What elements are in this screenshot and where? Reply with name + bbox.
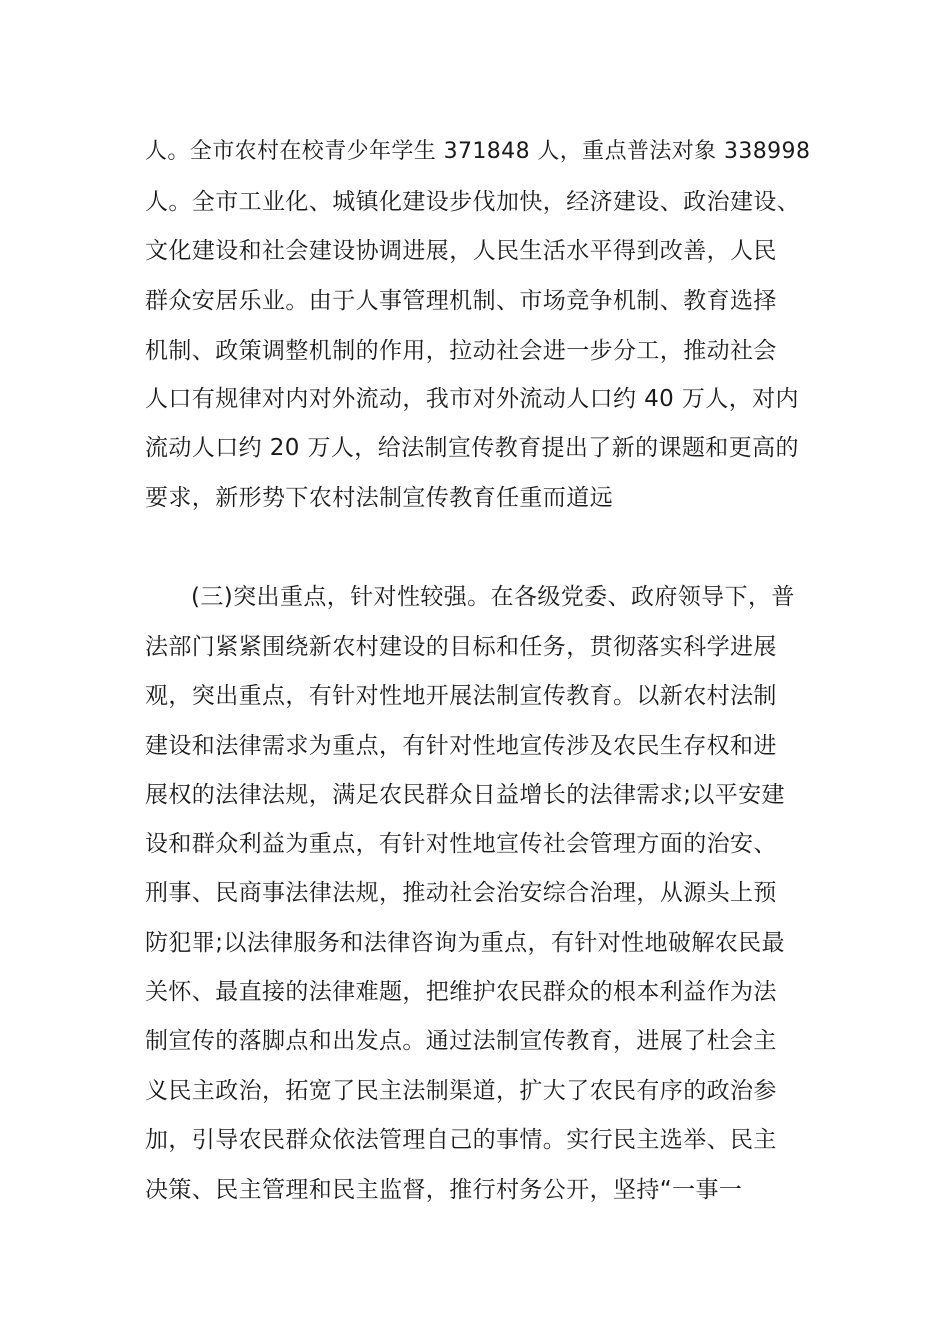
text-line: 人口有规律对内对外流动，我市对外流动人口约 40 万人，对内: [145, 386, 799, 412]
text-line: 法部门紧紧围绕新农村建设的目标和任务，贯彻落实科学进展: [145, 634, 777, 660]
text-line: (三)突出重点，针对性较强。在各级党委、政府领导下，普: [191, 584, 795, 610]
text-line: 加，引导农民群众依法管理自己的事情。实行民主选举、民主: [145, 1127, 777, 1153]
text-line: 人。全市农村在校青少年学生 371848 人，重点普法对象 338998: [145, 139, 811, 164]
text-line: 刑事、民商事法律法规，推动社会治安综合治理，从源头上预: [145, 880, 777, 906]
text-line: 群众安居乐业。由于人事管理机制、市场竞争机制、教育选择: [145, 288, 777, 314]
text-line: 制宣传的落脚点和出发点。通过法制宣传教育，进展了杜会主: [145, 1028, 777, 1054]
text-line: 展权的法律法规，满足农民群众日益增长的法律需求;以平安建: [145, 782, 785, 808]
text-line: 流动人口约 20 万人，给法制宣传教育提出了新的课题和更高的: [145, 435, 799, 461]
text-line: 防犯罪;以法律服务和法律咨询为重点，有针对性地破解农民最: [145, 930, 785, 956]
text-line: 人。全市工业化、城镇化建设步伐加快，经济建设、政治建设、: [145, 189, 801, 215]
text-line: 关怀、最直接的法律难题，把维护农民群众的根本利益作为法: [145, 979, 777, 1005]
text-line: 设和群众利益为重点，有针对性地宣传社会管理方面的治安、: [145, 831, 777, 857]
text-line: 文化建设和社会建设协调进展，人民生活水平得到改善，人民: [145, 238, 777, 264]
text-line: 义民主政治，拓宽了民主法制渠道，扩大了农民有序的政治参: [145, 1078, 777, 1104]
text-line: 决策、民主管理和民主监督，推行村务公开，坚持“一事一: [145, 1177, 743, 1203]
text-line: 观，突出重点，有针对性地开展法制宣传教育。以新农村法制: [145, 683, 777, 709]
text-line: 机制、政策调整机制的作用，拉动社会进一步分工，推动社会: [145, 338, 777, 364]
text-line: 要求，新形势下农村法制宣传教育任重而道远: [145, 485, 613, 511]
text-line: 建设和法律需求为重点，有针对性地宣传涉及农民生存权和进: [145, 733, 777, 759]
